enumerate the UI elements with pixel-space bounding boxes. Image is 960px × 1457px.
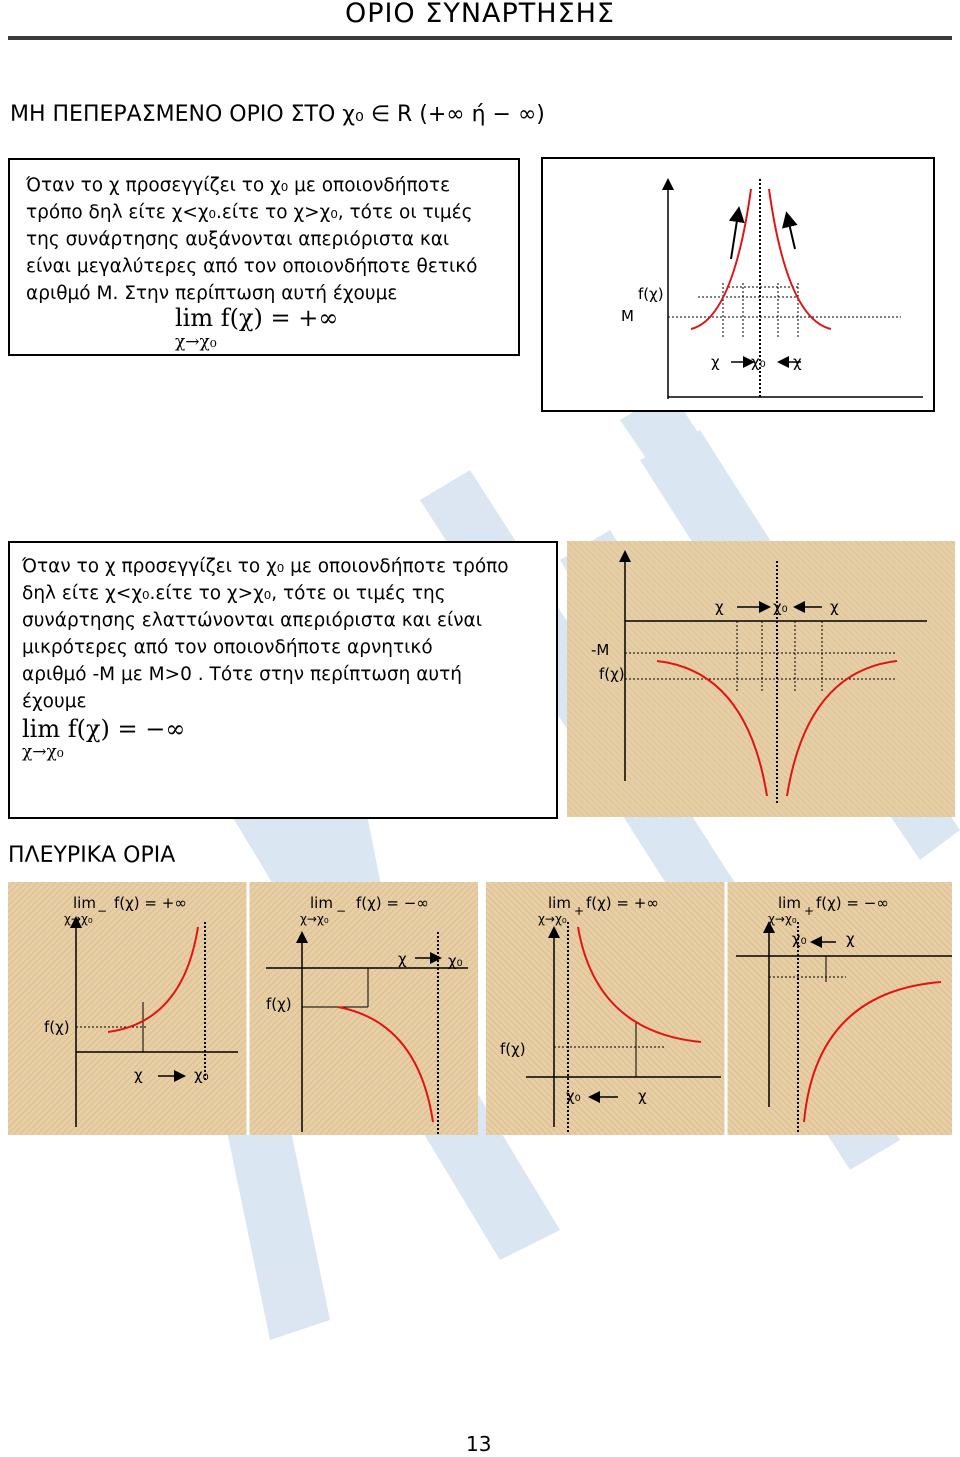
fx-label: f(χ) (500, 1040, 526, 1058)
graph-minus-infinity (567, 541, 955, 817)
definition-line: Όταν το χ προσεγγίζει το χ₀ με οποιονδήποτε τρόπο (22, 556, 509, 577)
fx-label: f(χ) (638, 285, 664, 303)
x-label-right: χ (793, 353, 802, 371)
side-limit-expr: f(χ) = −∞ (816, 894, 889, 912)
fx-label: f(χ) (266, 995, 292, 1013)
x0-label: χ₀ (448, 952, 463, 970)
side-limit-sub: χ→χ₀ (64, 912, 93, 926)
page-number: 13 (466, 1432, 492, 1456)
x0-label: χ₀ (792, 930, 807, 948)
x-label-left: χ (711, 353, 720, 371)
definition-line: είναι μεγαλύτερες από τον οποιονδήποτε θετικό (26, 256, 478, 277)
side-limit-sign: + (574, 904, 585, 918)
definition-line: αριθμό Μ. Στην περίπτωση αυτή έχουμε (26, 283, 398, 304)
x0-label: χ₀ (194, 1066, 209, 1084)
side-limit-expr: f(χ) = +∞ (586, 894, 659, 912)
x-label: χ (134, 1066, 143, 1084)
definition-line: αριθμό -Μ με Μ>0 . Τότε στην περίπτωση αυτή (22, 664, 462, 685)
side-limit-lim: lim (778, 894, 801, 912)
definition-line: μικρότερες από τον οποιονδήποτε αρνητικό (22, 637, 433, 658)
side-limit-lim: lim (548, 894, 571, 912)
limit-formula: lim f(χ) = +∞ (175, 304, 339, 332)
x-label: χ (638, 1087, 647, 1105)
x-label-right: χ (830, 598, 839, 616)
page-title: ΟΡΙΟ ΣΥΝΑΡΤΗΣΗΣ (344, 0, 615, 29)
side-limit-sub: χ→χ₀ (538, 912, 567, 926)
x-label: χ (398, 950, 407, 968)
side-limit-sign: − (97, 904, 108, 918)
title-divider (8, 36, 952, 40)
x-label: χ (846, 930, 855, 948)
side-limit-sign: + (804, 904, 815, 918)
definition-line: συνάρτησης ελαττώνονται απεριόριστα και είναι (22, 610, 483, 631)
side-limit-sub: χ→χ₀ (768, 912, 797, 926)
definition-line: δηλ είτε χ<χ₀.είτε το χ>χ₀, τότε οι τιμές της (22, 583, 446, 604)
side-limits-left-panel (8, 882, 478, 1135)
fx-label: f(χ) (599, 665, 625, 683)
side-limit-sign: − (336, 904, 347, 918)
section-heading-infinite-limit: ΜΗ ΠΕΠΕΡΑΣΜΕΝΟ ΟΡΙΟ ΣΤΟ χ₀ ∈ R (+∞ ή − ∞) (10, 102, 545, 127)
side-limit-expr: f(χ) = −∞ (356, 894, 429, 912)
side-limit-lim: lim (73, 894, 96, 912)
definition-line: έχουμε (22, 691, 87, 712)
minus-m-label: -M (591, 641, 610, 659)
fx-label: f(χ) (44, 1018, 70, 1036)
side-limit-lim: lim (310, 894, 333, 912)
m-label: M (621, 307, 634, 325)
limit-subscript: χ→χ₀ (22, 742, 64, 762)
limit-formula: lim f(χ) = −∞ (22, 715, 186, 743)
x-label-left: χ (715, 598, 724, 616)
side-limit-expr: f(χ) = +∞ (114, 894, 187, 912)
graph-plus-infinity (541, 157, 935, 412)
definition-box-minus-infinity (8, 541, 558, 819)
definition-line: τρόπο δηλ είτε χ<χ₀.είτε το χ>χ₀, τότε οι τιμές (26, 202, 473, 223)
section-heading-side-limits: ΠΛΕΥΡΙΚΑ ΟΡΙΑ (8, 843, 176, 868)
definition-line: Όταν το χ προσεγγίζει το χ₀ με οποιονδήποτε (26, 175, 451, 196)
side-limits-right-panel (486, 882, 952, 1135)
x0-label: χ₀ (566, 1087, 581, 1105)
x0-label: χ₀ (773, 598, 788, 616)
x0-label: χ₀ (751, 353, 766, 371)
limit-subscript: χ→χ₀ (175, 332, 217, 352)
definition-line: της συνάρτησης αυξάνονται απεριόριστα και (26, 229, 450, 250)
definition-box-plus-infinity (8, 158, 520, 356)
side-limit-sub: χ→χ₀ (300, 912, 329, 926)
